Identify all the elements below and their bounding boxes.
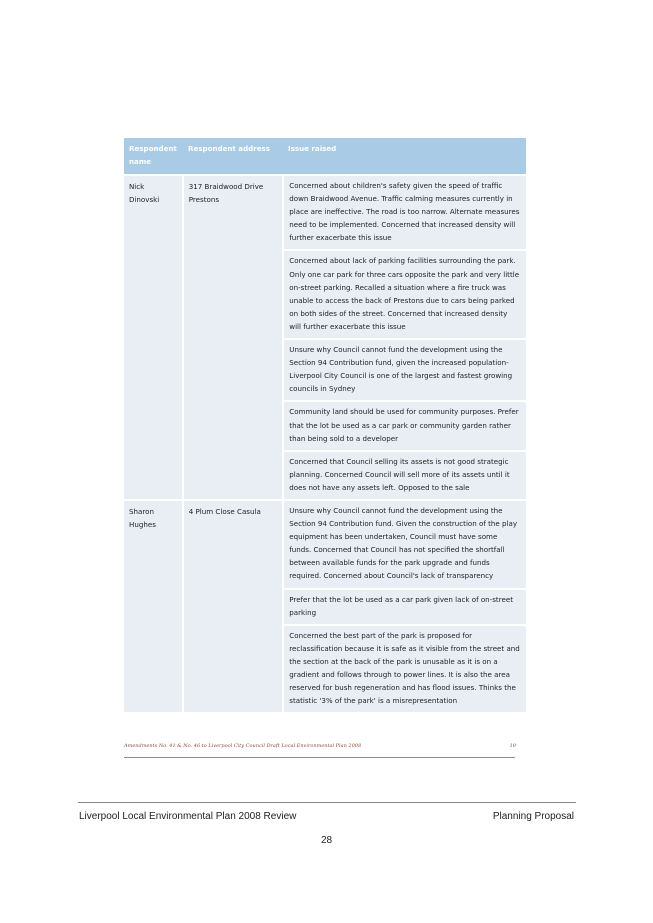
issue-cell: Unsure why Council cannot fund the development using the Section 94 Contribution fund, given the increased population-Liverpool City Council is one of the largest and fastest growing councils in Sydney: [284, 340, 526, 400]
respondent-name: Nick Dinovski: [124, 176, 182, 499]
page-number: 28: [320, 835, 333, 846]
issue-cell: Community land should be used for community purposes. Prefer that the lot be used as a car park or community garden rather than being sold to a developer: [284, 402, 526, 449]
table-row-group: [124, 501, 526, 712]
issues-list: [284, 501, 526, 712]
issue-cell: Prefer that the lot be used as a car park given lack of on-street parking: [284, 590, 526, 624]
embedded-page-number: 10: [509, 743, 516, 749]
issue-cell: Unsure why Council cannot fund the development using the Section 94 Contribution fund. Given the construction of the play equipment has been undertaken, Council must have some funds. Concerned that Council has not specified the shortfall between available funds for the park upgrade and funds required. Concerned about Council's lack of transparency: [284, 501, 526, 588]
respondent-address: 4 Plum Close Casula: [184, 501, 283, 712]
respondent-name: Sharon Hughes: [124, 501, 182, 712]
footer-document-title: Liverpool Local Environmental Plan 2008 Review: [79, 811, 297, 822]
header-issue-raised: Issue raised: [288, 144, 337, 153]
embedded-document-footer: [124, 743, 516, 749]
issues-list: [284, 176, 526, 499]
respondent-address: 317 Braidwood Drive Prestons: [184, 176, 283, 499]
footer-document-type: Planning Proposal: [492, 811, 574, 822]
issue-cell: Concerned that Council selling its assets is not good strategic planning. Concerned Council will sell more of its assets until it does not have any assets left. Opposed to the sale: [284, 452, 526, 499]
header-respondent-address: Respondent address: [188, 144, 270, 153]
embedded-footer-rule: [124, 757, 515, 758]
embedded-document-title: Amendments No. 41 & No. 46 to Liverpool City Council Draft Local Environmental Plan 2008: [124, 743, 362, 749]
submissions-table: [124, 138, 526, 712]
issue-cell: Concerned the best part of the park is proposed for reclassification because it is safe as it visible from the street and the section at the back of the park is unusable as it is on a gradient and follows through to power lines. It is also the area reserved for bush regeneration and has flood issues. Thinks the statistic '3% of the park' is a misrepresentation: [284, 626, 526, 713]
table-header: [124, 138, 526, 174]
issue-cell: Concerned about lack of parking facilities surrounding the park. Only one car park for three cars opposite the park and very little on-street parking. Recalled a situation where a fire truck was unable to access the back of Prestons due to cars being parked on both sides of the street. Concerned that increased density will further exacerbate this issue: [284, 251, 526, 338]
table-row-group: [124, 176, 526, 499]
header-respondent-name: Respondent name: [129, 144, 177, 167]
issue-cell: Concerned about children's safety given the speed of traffic down Braidwood Avenue. Traffic calming measures currently in place are ineffective. The road is too narrow. Alternate measures need to be implemented. Concerned that increased density will further exacerbate this issue: [284, 176, 526, 249]
footer-divider: [78, 802, 576, 803]
